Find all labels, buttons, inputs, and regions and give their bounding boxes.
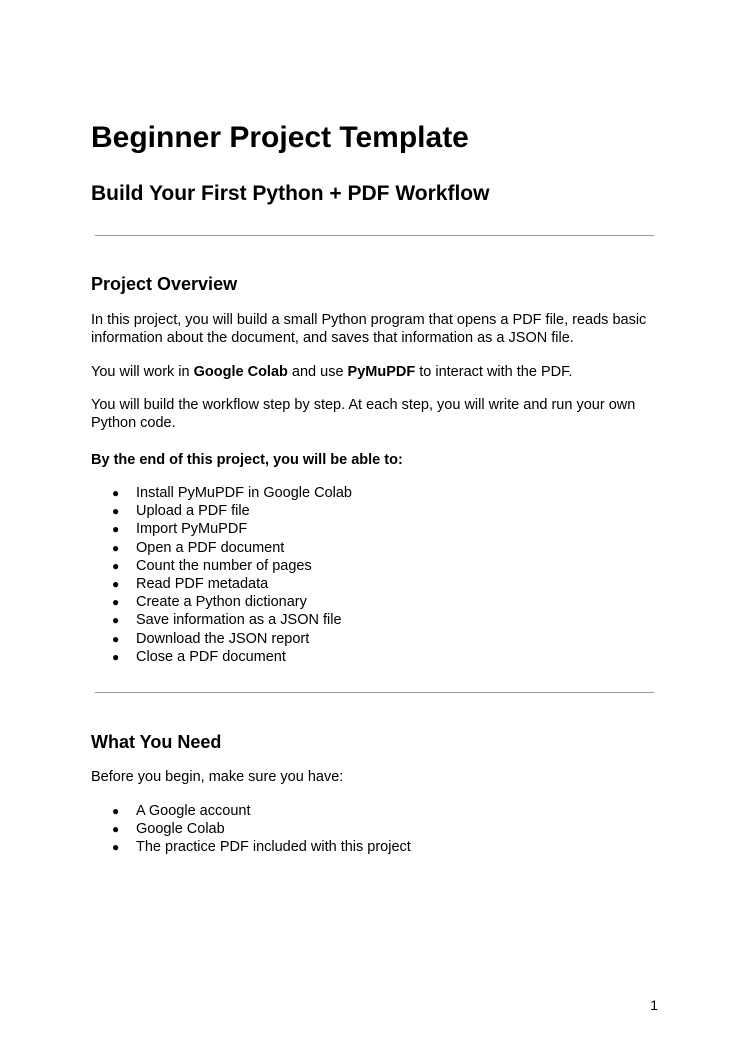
- overview-heading: Project Overview: [91, 274, 238, 294]
- para2-text-post: to interact with the PDF.: [415, 364, 573, 380]
- overview-paragraph-3: You will build the workflow step by step. At each step, you will write and run your own Python code.: [91, 397, 636, 431]
- list-item-text: Create a Python dictionary: [136, 594, 307, 611]
- bullet-icon: ●: [112, 504, 120, 519]
- section-divider: [95, 235, 654, 236]
- bullet-icon: ●: [112, 631, 120, 646]
- list-item-text: Close a PDF document: [136, 648, 286, 665]
- page-number: 1: [650, 997, 658, 1013]
- google-colab-emphasis: Google Colab: [193, 364, 288, 380]
- bullet-icon: ●: [112, 576, 120, 591]
- pymupdf-emphasis: PyMuPDF: [347, 364, 416, 380]
- bullet-icon: ●: [112, 486, 120, 500]
- document-title: Beginner Project Template: [91, 121, 469, 154]
- goals-heading: By the end of this project, you will be able to:: [91, 452, 403, 468]
- bullet-icon: ●: [112, 804, 120, 818]
- para2-text-pre: You will work in: [91, 364, 194, 380]
- section-divider: [95, 692, 654, 693]
- bullet-icon: ●: [112, 822, 120, 837]
- bullet-icon: ●: [112, 613, 120, 628]
- list-item-text: Google Colab: [136, 821, 225, 838]
- bullet-icon: ●: [112, 558, 120, 573]
- list-item-text: Install PyMuPDF in Google Colab: [136, 485, 352, 501]
- overview-paragraph-2: [91, 363, 666, 381]
- list-item-text: Import PyMuPDF: [136, 521, 248, 538]
- document-subtitle: Build Your First Python + PDF Workflow: [91, 182, 490, 205]
- bullet-icon: ●: [112, 522, 120, 537]
- bullet-icon: ●: [112, 840, 120, 855]
- bullet-icon: ●: [112, 540, 120, 555]
- list-item-text: Open a PDF document: [136, 539, 285, 556]
- list-item-text: Read PDF metadata: [136, 575, 269, 592]
- bullet-icon: ●: [112, 649, 120, 664]
- list-item-text: Save information as a JSON file: [136, 612, 342, 629]
- needs-intro: Before you begin, make sure you have:: [91, 769, 344, 785]
- list-item-text: Upload a PDF file: [136, 503, 250, 520]
- list-item-text: Download the JSON report: [136, 630, 310, 647]
- list-item-text: The practice PDF included with this project: [136, 839, 411, 856]
- needs-heading: What You Need: [91, 732, 222, 752]
- bullet-icon: ●: [112, 595, 120, 610]
- overview-paragraph-1: In this project, you will build a small Python program that opens a PDF file, reads basic information about the document, and saves that information as a JSON file.: [91, 312, 647, 346]
- list-item-text: Count the number of pages: [136, 557, 312, 574]
- list-item-text: A Google account: [136, 803, 251, 819]
- para2-text-mid: and use: [287, 364, 348, 380]
